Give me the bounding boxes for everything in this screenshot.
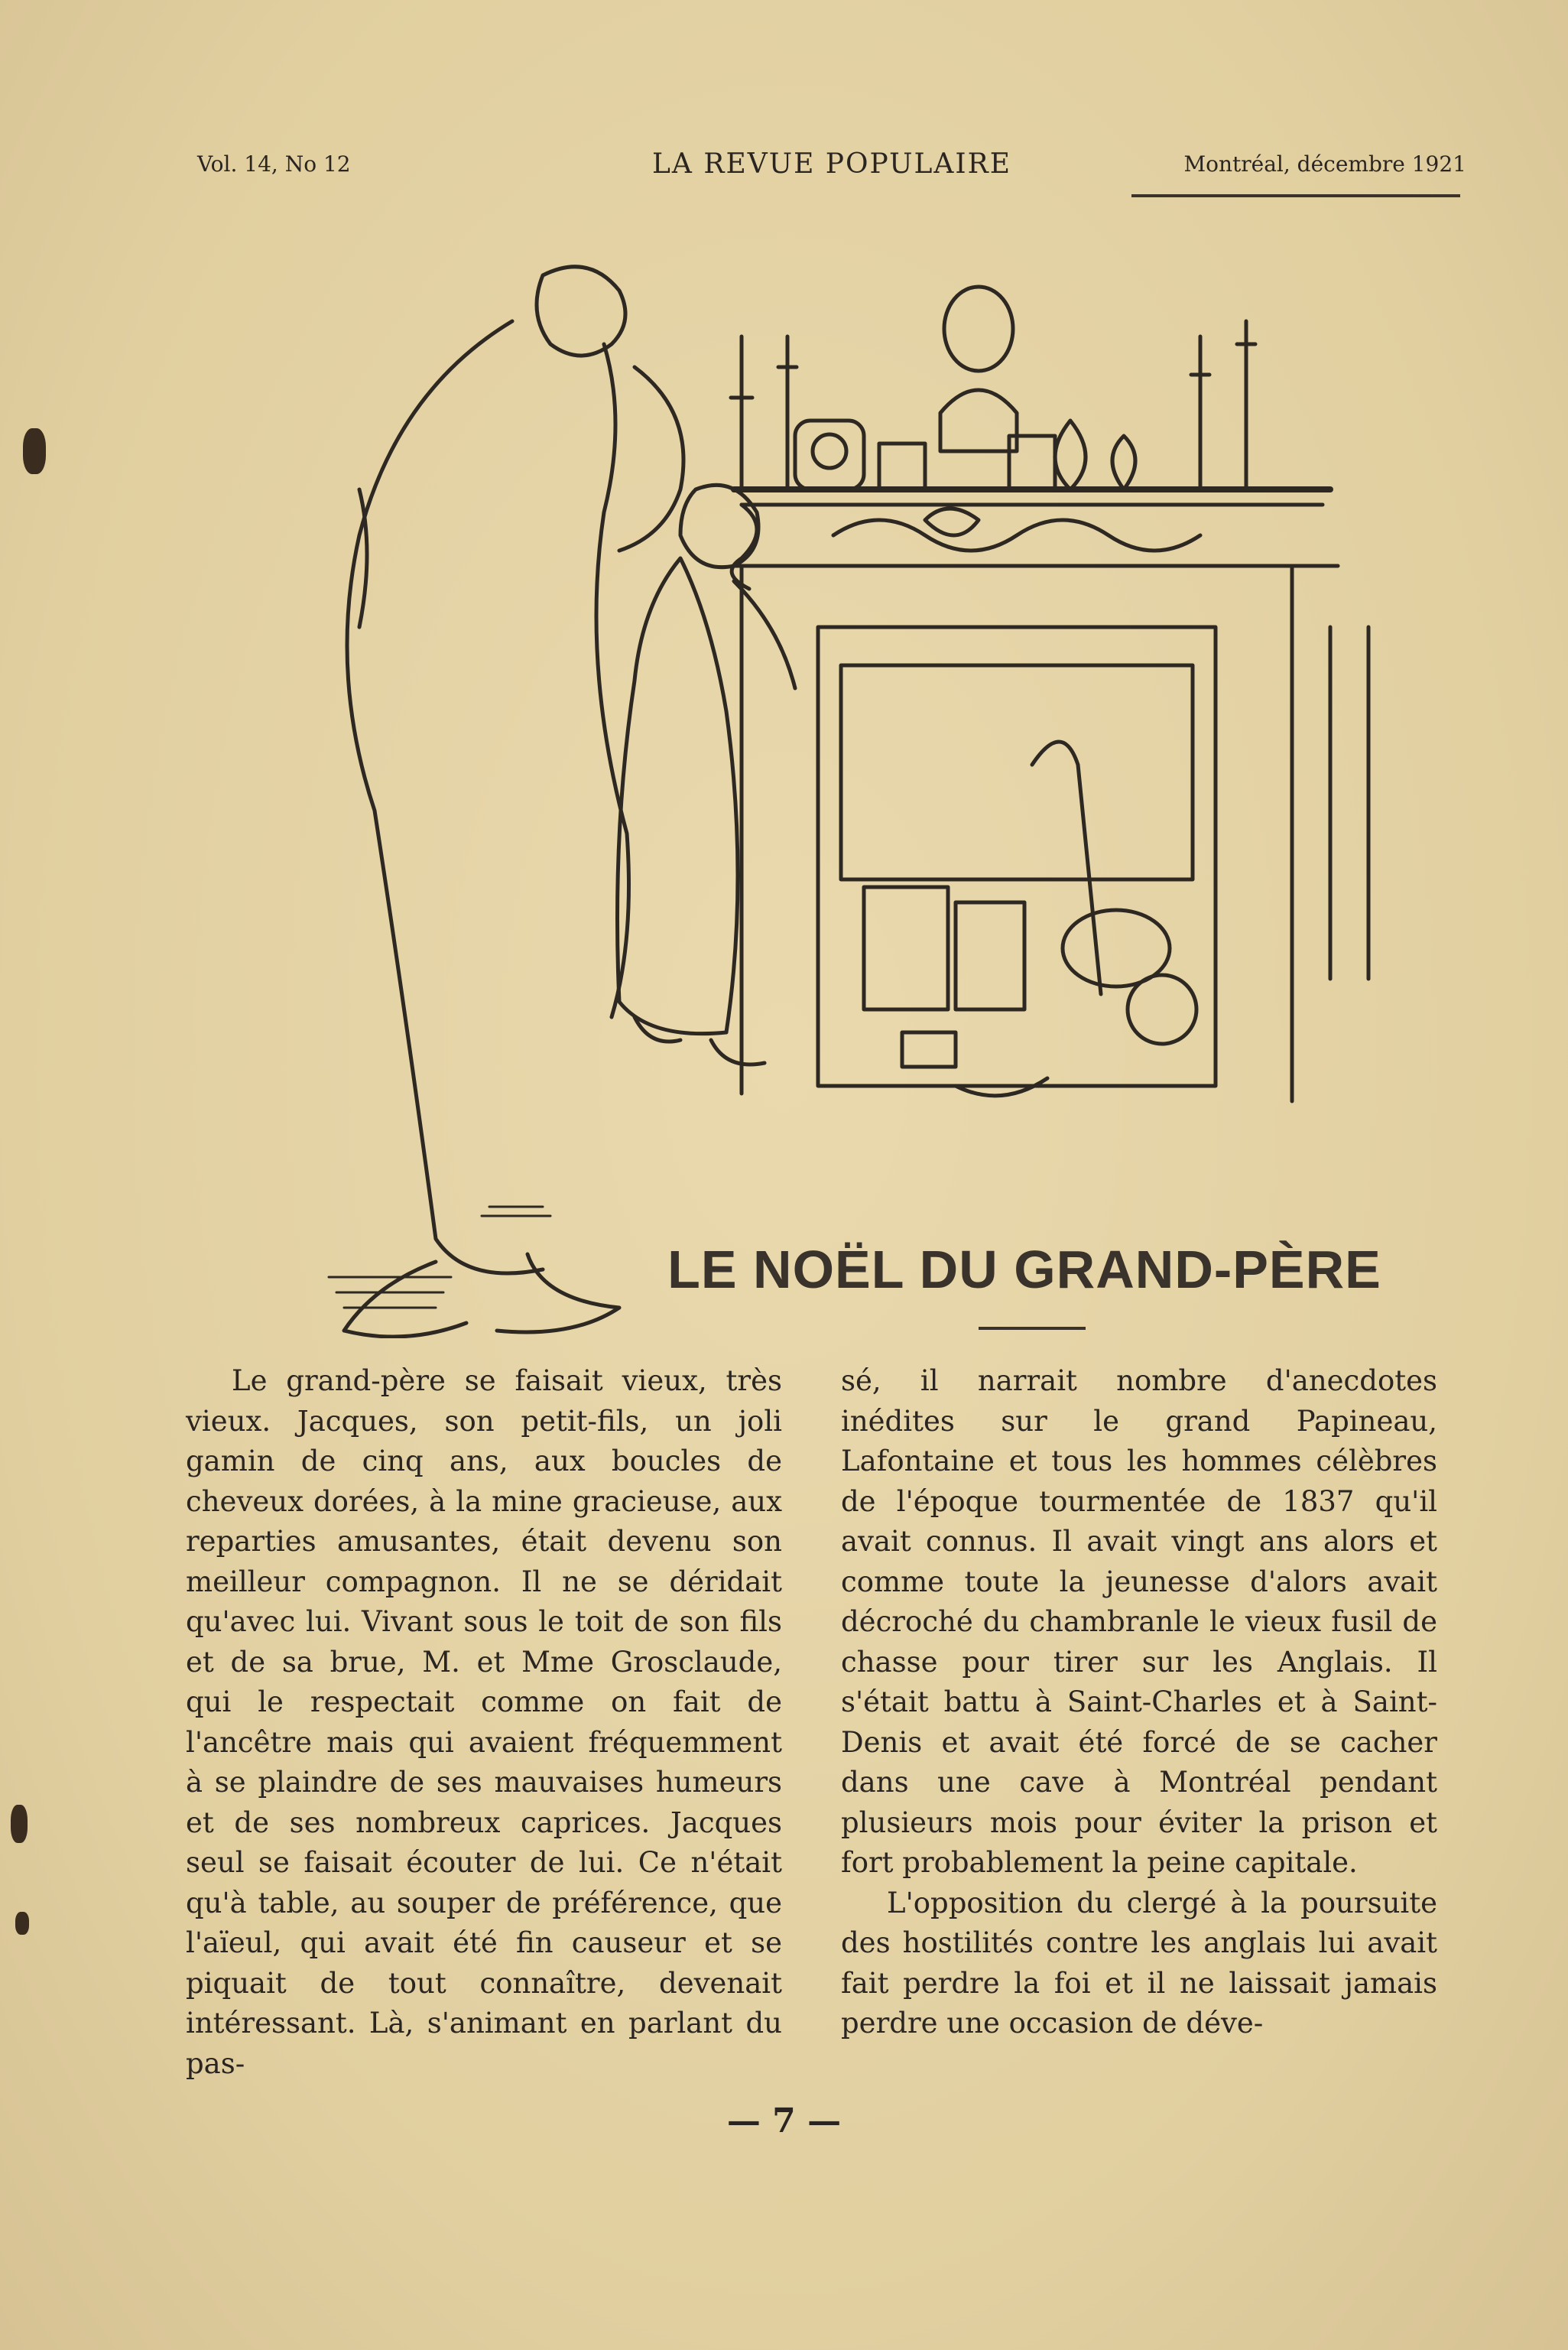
paragraph: sé, il narrait nombre d'anecdotes inédites sur le grand Papineau, Lafontaine et tous les hommes célèbres de l'époque tourmentée de 1837 qu'il avait connus. Il avait vingt ans alors et comme toute la jeunesse d'alors avait décroché du chambranle le vieux fusil de chasse pour tirer sur les Anglais. Il s'était battu à Saint-Charles et à Saint-Denis et avait été forcé de se cacher dans une cave à Montréal pendant plusieurs mois pour éviter la prison et fort probablement la peine capitale.	[841, 1364, 1437, 1879]
issue-date: Montréal, décembre 1921	[1183, 151, 1466, 177]
illustration-grandfather-and-child-at-fireplace	[206, 229, 1399, 1338]
binding-hole-mark	[15, 1912, 29, 1935]
volume-number: Vol. 14, No 12	[197, 151, 351, 177]
grandfather-figure	[344, 267, 683, 1337]
running-header	[197, 145, 1466, 191]
paragraph: L'opposition du clergé à la poursuite des hostilités contre les anglais lui avait fait perdre la foi et il ne laissait jamais perdre une occasion de déve-	[841, 1886, 1437, 2040]
binding-hole-mark	[11, 1805, 28, 1843]
title-rule	[979, 1327, 1086, 1330]
text-column-left	[186, 1361, 782, 2084]
publication-title: LA REVUE POPULAIRE	[652, 148, 1011, 180]
paragraph: Le grand-père se faisait vieux, très vieux. Jacques, son petit-fils, un joli gamin de cinq ans, aux boucles de cheveux dorées, à la mine gracieuse, aux reparties amusantes, était devenu son meilleur compagnon. Il ne se déridait qu'avec lui. Vivant sous le toit de son fils et de sa brue, M. et Mme Grosclaude, qui le respectait comme on fait de l'ancêtre mais qui avaient fréquemment à se plaindre de ses mauvaises humeurs et de ses nombreux caprices. Jacques seul se faisait écouter de lui. Ce n'était qu'à table, au souper de préférence, que l'aïeul, qui avait été fin causeur et se piquait de tout connaître, devenait intéressant. Là, s'animant en parlant du pas-	[186, 1364, 782, 2080]
fireplace	[742, 566, 1368, 1101]
child-figure	[618, 485, 796, 1064]
header-rule	[1131, 194, 1460, 197]
text-column-right	[841, 1361, 1437, 2044]
mantelpiece-ornaments	[731, 287, 1338, 589]
floor-hatching	[329, 1207, 550, 1308]
binding-hole-mark	[23, 428, 46, 474]
page-number: — 7 —	[726, 2101, 842, 2140]
story-title: LE NOËL DU GRAND-PÈRE	[667, 1240, 1381, 1299]
